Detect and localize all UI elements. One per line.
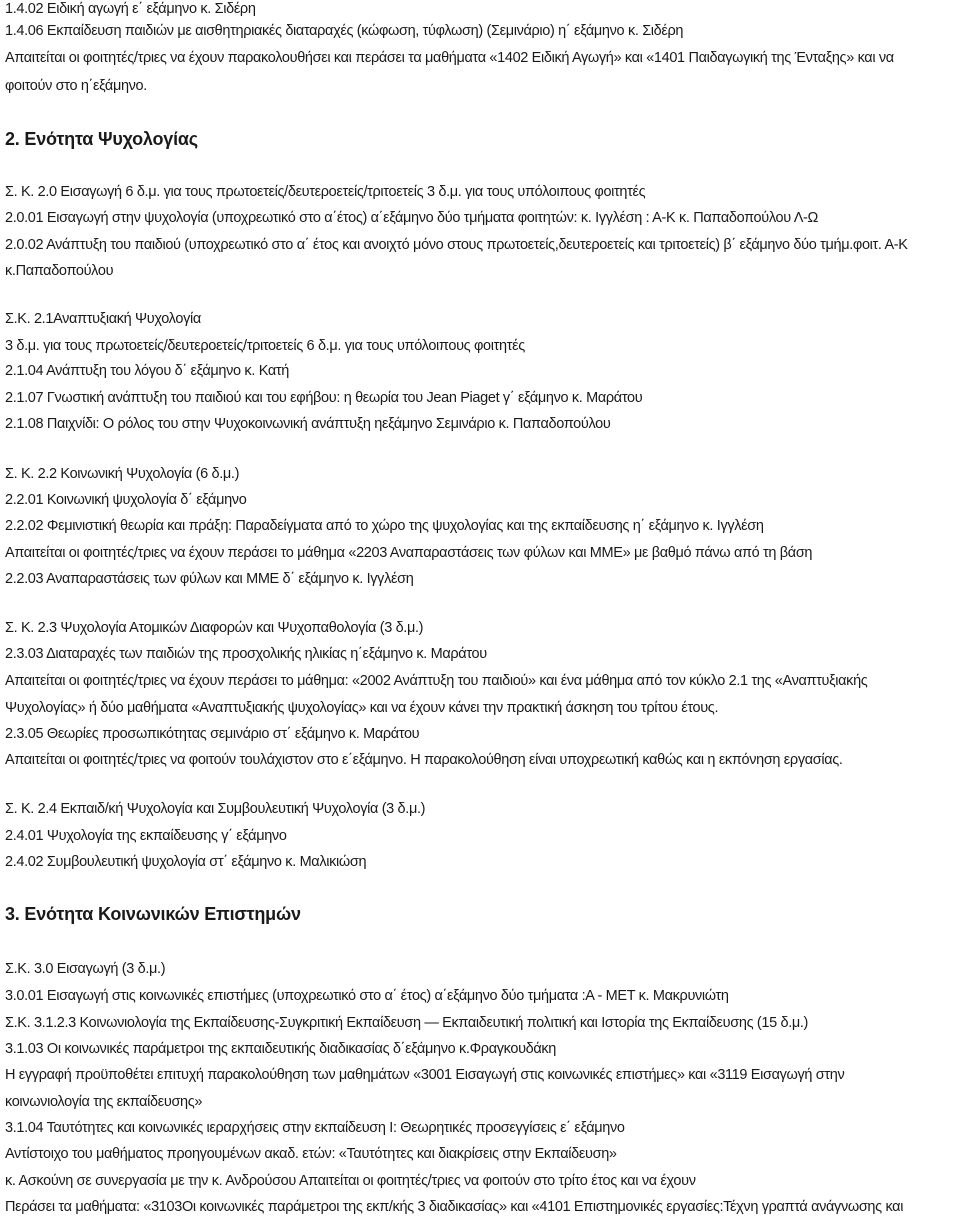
text-line: Απαιτείται οι φοιτητές/τριες να έχουν περάσει το μάθημα: «2002 Ανάπτυξη του παιδιού» και ένα μάθημα από τον κύκλο 2.1 της «Αναπτυξιακής xyxy=(5,673,868,689)
text-line: Σ. Κ. 2.4 Εκπαιδ/κή Ψυχολογία και Συμβουλευτική Ψυχολογία (3 δ.μ.) xyxy=(5,801,426,817)
text-line: 2.1.04 Ανάπτυξη του λόγου δ΄ εξάμηνο κ. Κατή xyxy=(5,363,289,379)
text-line: Σ. Κ. 2.2 Κοινωνική Ψυχολογία (6 δ.μ.) xyxy=(5,466,240,482)
text-line: φοιτούν στο η΄εξάμηνο. xyxy=(5,78,147,94)
text-line: 1.4.06 Εκπαίδευση παιδιών με αισθητηριακές διαταραχές (κώφωση, τύφλωση) (Σεμινάριο) η΄ εξάμηνο κ. Σιδέρη xyxy=(5,23,684,39)
section-heading-psychology: 2. Ενότητα Ψυχολογίας xyxy=(5,129,198,149)
text-line: κ.Παπαδοπούλου xyxy=(5,263,114,279)
text-line: Απαιτείται οι φοιτητές/τριες να έχουν περάσει το μάθημα «2203 Αναπαραστάσεις των φύλων και ΜΜΕ» με βαθμό πάνω από τη βάση xyxy=(5,545,813,561)
text-line: Σ. Κ. 2.0 Εισαγωγή 6 δ.μ. για τους πρωτοετείς/δευτεροετείς/τριτοετείς 3 δ.μ. για τους υπόλοιπους φοιτητές xyxy=(5,184,646,200)
text-line: Σ.Κ. 2.1Αναπτυξιακή Ψυχολογία xyxy=(5,311,201,327)
text-line: 2.3.03 Διαταραχές των παιδιών της προσχολικής ηλικίας η΄εξάμηνο κ. Μαράτου xyxy=(5,646,487,662)
text-line: κ. Ασκούνη σε συνεργασία με την κ. Ανδρούσου Απαιτείται οι φοιτητές/τριες να φοιτούν στο τρίτο έτος και να έχουν xyxy=(5,1173,696,1189)
text-line: 3 δ.μ. για τους πρωτοετείς/δευτεροετείς/τριτοετείς 6 δ.μ. για τους υπόλοιπους φοιτητές xyxy=(5,338,525,354)
text-line: 1.4.02 Ειδική αγωγή ε΄ εξάμηνο κ. Σιδέρη xyxy=(5,1,256,17)
text-line: 2.2.02 Φεμινιστική θεωρία και πράξη: Παραδείγματα από το χώρο της ψυχολογίας και της εκπαίδευσης η΄ εξάμηνο κ. Ιγγλέση xyxy=(5,518,764,534)
text-line: 2.3.05 Θεωρίες προσωπικότητας σεμινάριο στ΄ εξάμηνο κ. Μαράτου xyxy=(5,726,420,742)
section-heading-social-sciences: 3. Ενότητα Κοινωνικών Επιστημών xyxy=(5,904,301,924)
text-line: 3.1.04 Ταυτότητες και κοινωνικές ιεραρχήσεις στην εκπαίδευση Ι: Θεωρητικές προσεγγίσεις ε΄ εξάμηνο xyxy=(5,1120,625,1136)
text-line: Σ.Κ. 3.1.2.3 Κοινωνιολογία της Εκπαίδευσης-Συγκριτική Εκπαίδευση — Εκπαιδευτική πολιτική και Ιστορία της Εκπαίδευσης (15 δ.μ.) xyxy=(5,1015,809,1031)
text-line: Περάσει τα μαθήματα: «3103Οι κοινωνικές παράμετροι της εκπ/κής 3 διαδικασίας» και «4101 Επιστημονικές εργασίες:Τέχνη γραπτά ανάγνωσης και xyxy=(5,1199,904,1215)
text-line: Ψυχολογίας» ή δύο μαθήματα «Αναπτυξιακής ψυχολογίας» και να έχουν κάνει την πρακτική άσκηση του τρίτου έτους. xyxy=(5,700,719,716)
text-line: 2.4.02 Συμβουλευτική ψυχολογία στ΄ εξάμηνο κ. Μαλικιώση xyxy=(5,854,367,870)
text-line: 2.2.03 Αναπαραστάσεις των φύλων και ΜΜΕ δ΄ εξάμηνο κ. Ιγγλέση xyxy=(5,571,414,587)
text-line: 2.1.07 Γνωστική ανάπτυξη του παιδιού και του εφήβου: η θεωρία του Jean Piaget γ΄ εξάμηνο κ. Μαράτου xyxy=(5,390,643,406)
text-line: 2.2.01 Κοινωνική ψυχολογία δ΄ εξάμηνο xyxy=(5,492,247,508)
text-line: Η εγγραφή προϋποθέτει επιτυχή παρακολούθηση των μαθημάτων «3001 Εισαγωγή στις κοινωνικές επιστήμες» και «3119 Εισαγωγή στην xyxy=(5,1067,845,1083)
text-line: Αντίστοιχο του μαθήματος προηγουμένων ακαδ. ετών: «Ταυτότητες και διακρίσεις στην Εκπαίδευση» xyxy=(5,1146,617,1162)
text-line: Απαιτείται οι φοιτητές/τριες να φοιτούν τουλάχιστον στο ε΄εξάμηνο. Η παρακολούθηση είναι υποχρεωτική καθώς και η εκπόνηση εργασίας. xyxy=(5,752,843,768)
text-line: 2.0.01 Εισαγωγή στην ψυχολογία (υποχρεωτικό στο α΄έτος) α΄εξάμηνο δύο τμήματα φοιτητών: κ. Ιγγλέση : Α-Κ κ. Παπαδοπούλου Λ-Ω xyxy=(5,210,819,226)
text-line: 2.0.02 Ανάπτυξη του παιδιού (υποχρεωτικό στο α΄ έτος και ανοιχτό μόνο στους πρωτοετείς,δευτεροετείς και τριτοετείς) β΄ εξάμηνο δύο τμήμ.φοιτ. Α-Κ xyxy=(5,237,908,253)
text-line: 2.4.01 Ψυχολογία της εκπαίδευσης γ΄ εξάμηνο xyxy=(5,828,287,844)
text-line: κοινωνιολογία της εκπαίδευσης» xyxy=(5,1094,203,1110)
text-line: 2.1.08 Παιχνίδι: Ο ρόλος του στην Ψυχοκοινωνική ανάπτυξη ηεξάμηνο Σεμινάριο κ. Παπαδοπούλου xyxy=(5,416,611,432)
text-line: Σ. Κ. 2.3 Ψυχολογία Ατομικών Διαφορών και Ψυχοπαθολογία (3 δ.μ.) xyxy=(5,620,424,636)
text-line: Απαιτείται οι φοιτητές/τριες να έχουν παρακολουθήσει και περάσει τα μαθήματα «1402 Ειδική Αγωγή» και «1401 Παιδαγωγική της Ένταξης» και να xyxy=(5,50,894,66)
text-line: 3.1.03 Οι κοινωνικές παράμετροι της εκπαιδευτικής διαδικασίας δ΄εξάμηνο κ.Φραγκουδάκη xyxy=(5,1041,557,1057)
text-line: Σ.Κ. 3.0 Εισαγωγή (3 δ.μ.) xyxy=(5,961,166,977)
text-line: 3.0.01 Εισαγωγή στις κοινωνικές επιστήμες (υποχρεωτικό στο α΄ έτος) α΄εξάμηνο δύο τμήματα :Α - ΜΕΤ κ. Μακρυνιώτη xyxy=(5,988,729,1004)
